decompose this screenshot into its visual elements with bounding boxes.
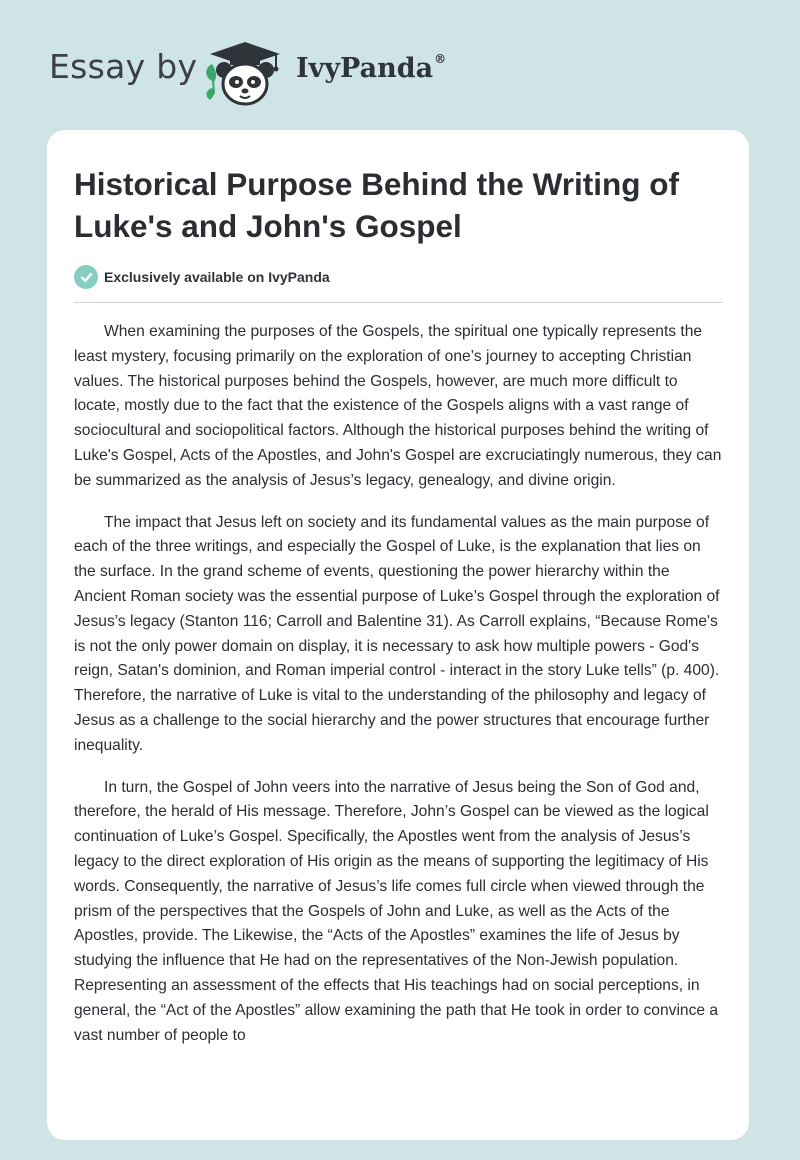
exclusive-badge-label: Exclusively available on IvyPanda [104,269,330,285]
exclusive-badge [74,265,330,289]
brand-name-text: IvyPanda [296,53,434,84]
essay-card [47,130,749,1140]
essay-by-label: Essay by [49,47,198,86]
site-header [0,0,800,120]
essay-paragraph: When examining the purposes of the Gospels, the spiritual one typically represents the least mystery, focusing primarily on the exploration of one’s journey to accepting Christian values. The historical purposes behind the Gospels, however, are much more difficult to locate, mostly due to the fact that the existence of the Gospels aligns with a vast range of sociocultural and sociopolitical factors. Although the historical purposes behind the writing of Luke's Gospel, Acts of the Apostles, and John's Gospel are excruciatingly numerous, they can be summarized as the analysis of Jesus’s legacy, genealogy, and divine origin. [74,323,722,489]
essay-paragraph: The impact that Jesus left on society and its fundamental values as the main purpose of each of the three writings, and especially the Gospel of Luke, is the explanation that lies on the surface. In the grand scheme of events, questioning the power hierarchy within the Ancient Roman society was the essential purpose of Luke’s Gospel through the exploration of Jesus’s legacy (Stanton 116; Carroll and Balentine 31). As Carroll explains, “Because Rome's is not the only power domain on display, it is necessary to ask how multiple powers - God's reign, Satan's dominion, and Roman imperial control - interact in the story Luke tells” (p. 400). Therefore, the narrative of Luke is vital to the understanding of the philosophy and legacy of Jesus as a challenge to the social hierarchy and the power structures that encourage further inequality. [74,513,720,754]
essay-title: Historical Purpose Behind the Writing of Luke's and John's Gospel [74,166,679,244]
essay-body [74,320,722,1065]
check-circle-icon [74,265,98,289]
divider [74,302,723,303]
registered-mark: ® [434,52,447,66]
essay-paragraph: In turn, the Gospel of John veers into the narrative of Jesus being the Son of God and, therefore, the herald of His message. Therefore, John’s Gospel can be viewed as the logical continuation of Luke’s Gospel. Specifically, the Apostles went from the analysis of Jesus’s legacy to the direct exploration of His origin as the means of supporting the legitimacy of His words. Consequently, the narrative of Jesus’s life comes full circle when viewed through the prism of the perspectives that the Gospels of John and Luke, as well as the Acts of the Apostles, provide. The Likewise, the “Acts of the Apostles” examines the life of Jesus by studying the influence that He had on the representatives of the Non-Jewish population. Representing an assessment of the effects that His teachings had on social perceptions, in general, the “Act of the Apostles” allow examining the path that He took in order to convince a vast number of people to [74,778,719,1044]
brand-name[interactable] [296,52,447,84]
panda-graduate-logo-icon[interactable] [200,38,290,108]
